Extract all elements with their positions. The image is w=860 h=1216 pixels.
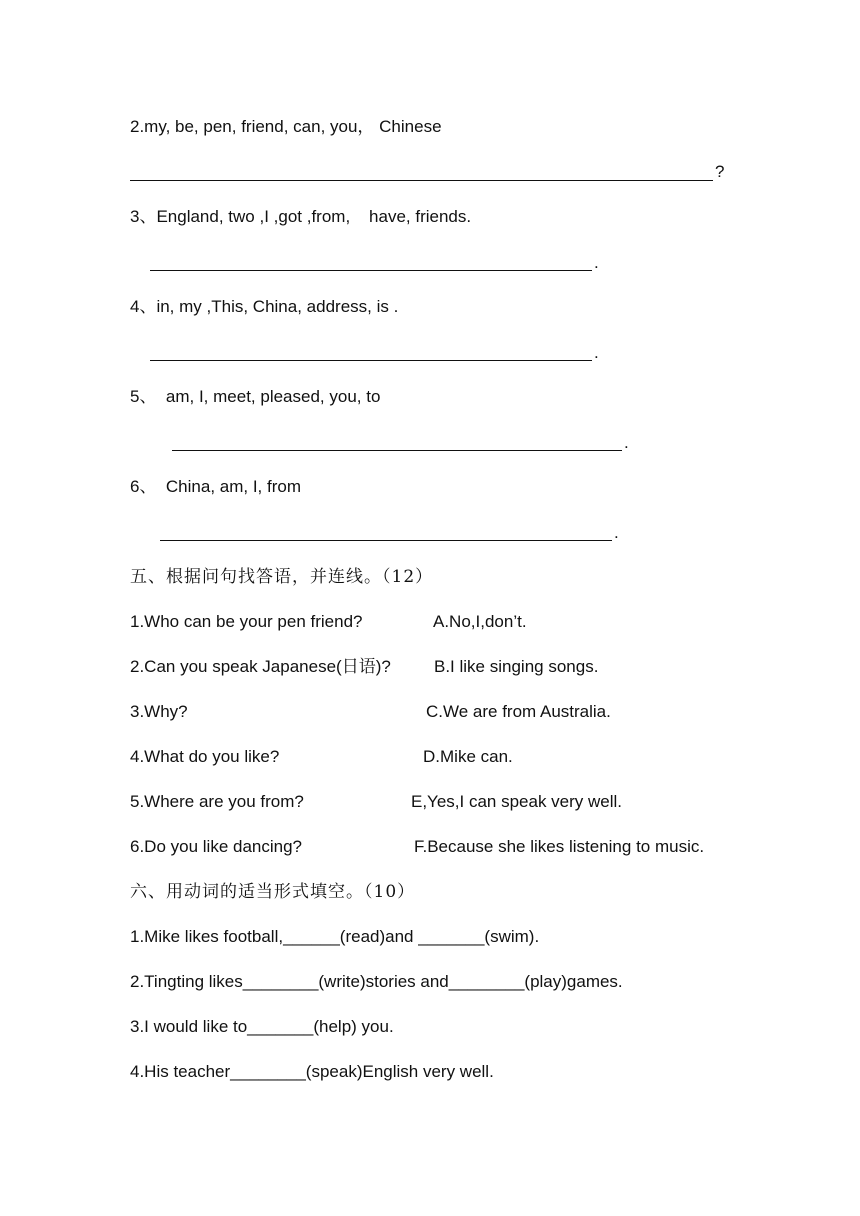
fill-in-question: 4.His teacher________(speak)English very well. xyxy=(130,1062,494,1081)
answer-line[interactable] xyxy=(150,360,592,361)
match-question: 1.Who can be your pen friend? xyxy=(130,612,363,631)
answer-line[interactable] xyxy=(150,270,592,271)
match-question: 5.Where are you from? xyxy=(130,792,304,811)
match-answer: A.No,I,don’t. xyxy=(433,612,527,631)
section-heading: 五、根据问句找答语，并连线。（12） xyxy=(130,567,434,587)
match-answer: E,Yes,I can speak very well. xyxy=(411,792,623,811)
match-answer: D.Mike can. xyxy=(423,747,513,766)
fill-in-question: 1.Mike likes football,______(read)and _______(swim). xyxy=(130,927,540,946)
answer-line[interactable] xyxy=(172,450,622,451)
question-prompt: 6、 China, am, I, from xyxy=(130,477,301,496)
match-answer: C.We are from Australia. xyxy=(426,702,611,721)
match-answer: B.I like singing songs. xyxy=(434,657,599,676)
fill-in-question: 3.I would like to_______(help) you. xyxy=(130,1017,394,1036)
match-question: 3.Why? xyxy=(130,702,188,721)
end-punctuation: . xyxy=(594,253,599,272)
match-question: 4.What do you like? xyxy=(130,747,280,766)
question-prompt: 5、 am, I, meet, pleased, you, to xyxy=(130,387,381,406)
match-answer: F.Because she likes listening to music. xyxy=(414,837,705,856)
match-question: 2.Can you speak Japanese(日语)? xyxy=(130,657,391,676)
answer-line[interactable] xyxy=(160,540,612,541)
question-prompt: 4、in, my ,This, China, address, is . xyxy=(130,297,399,316)
question-prompt: 3、England, two ,I ,got ,from, have, friends. xyxy=(130,207,472,226)
end-punctuation: ? xyxy=(715,162,725,181)
question-prompt: 2.my, be, pen, friend, can, you， Chinese xyxy=(130,117,442,136)
answer-line[interactable] xyxy=(130,180,713,181)
end-punctuation: . xyxy=(594,343,599,362)
match-question: 6.Do you like dancing? xyxy=(130,837,303,856)
section-heading: 六、用动词的适当形式填空。（10） xyxy=(130,882,416,902)
end-punctuation: . xyxy=(614,523,619,542)
fill-in-question: 2.Tingting likes________(write)stories and________(play)games. xyxy=(130,972,623,991)
end-punctuation: . xyxy=(624,433,629,452)
